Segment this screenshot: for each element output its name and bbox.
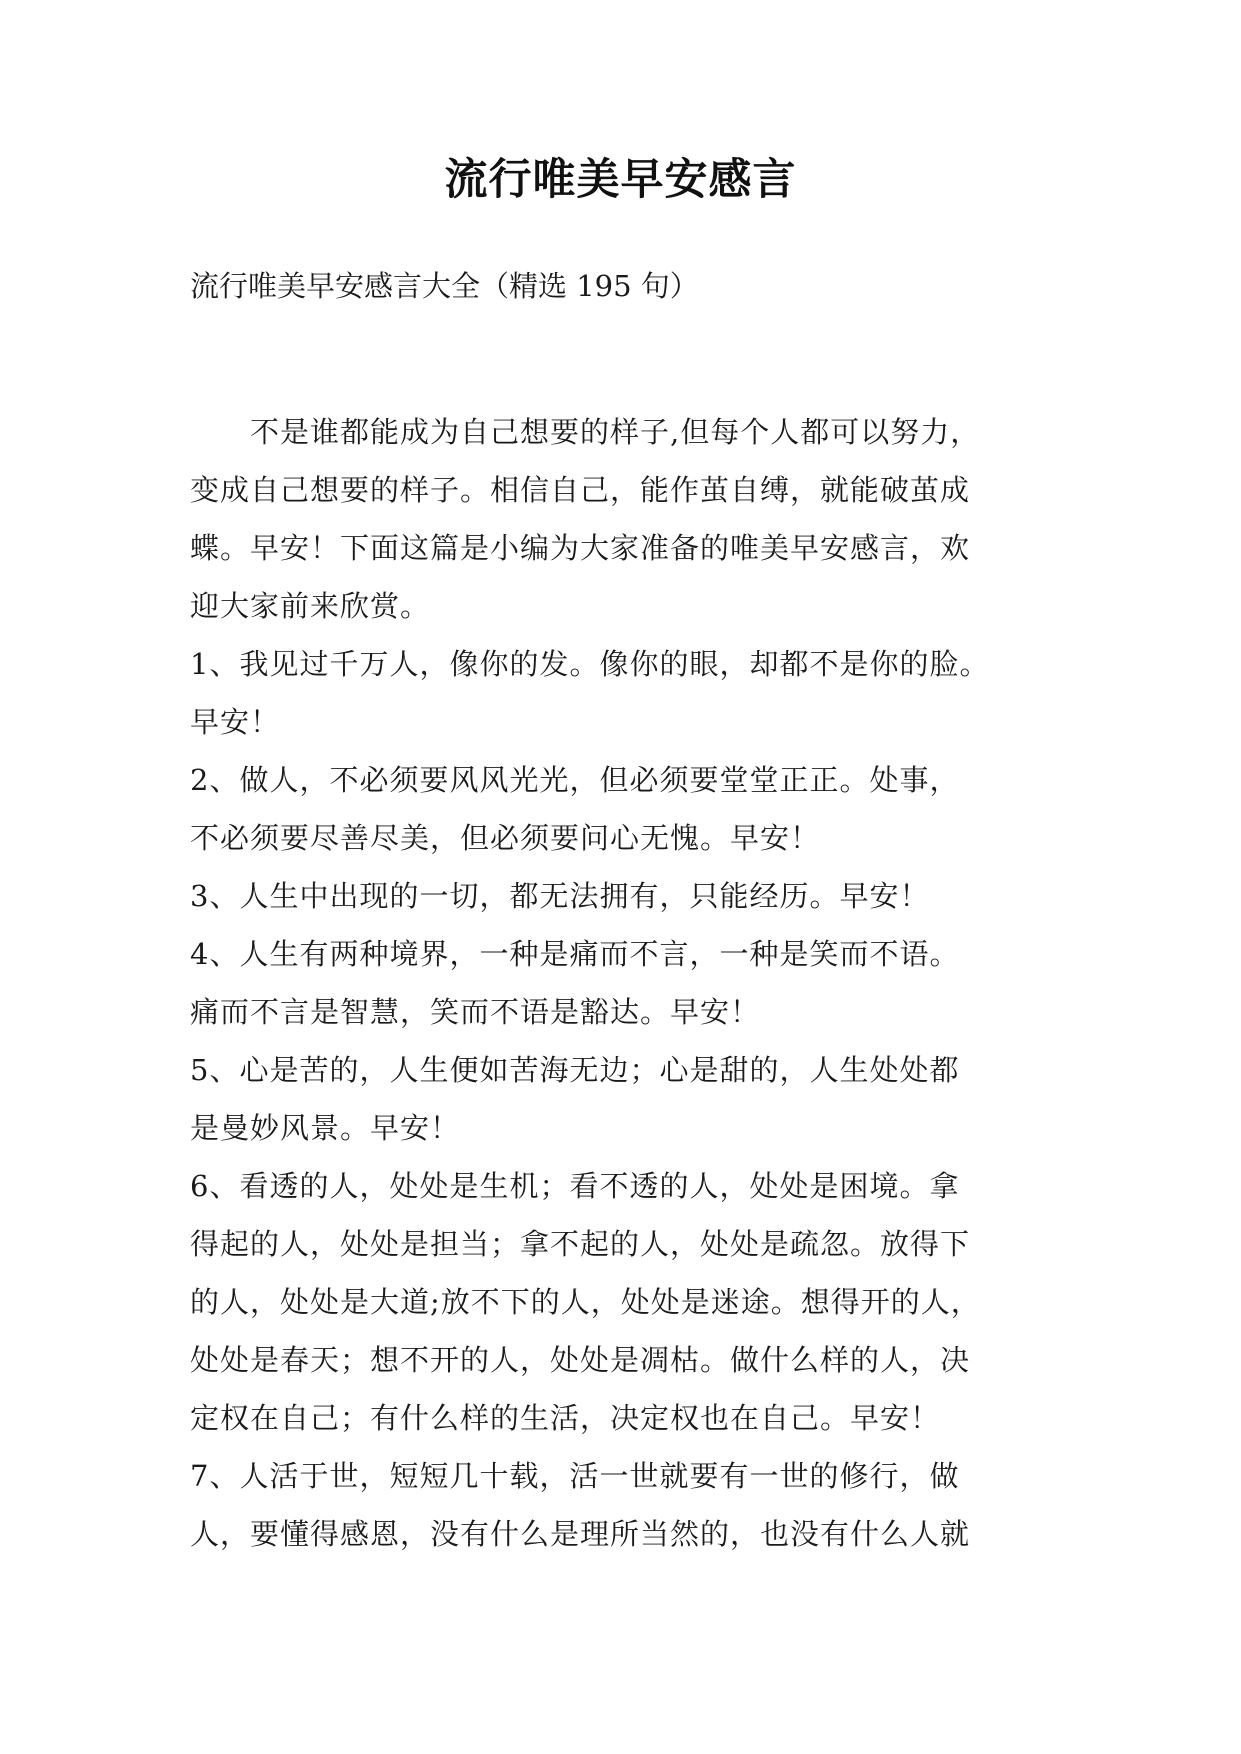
body-line: 不必须要尽善尽美，但必须要问心无愧。早安！	[190, 821, 821, 855]
body-line: 定权在自己；有什么样的生活，决定权也在自己。早安！	[190, 1401, 941, 1435]
body-line: 早安！	[190, 705, 281, 739]
body-line: 人，要懂得感恩，没有什么是理所当然的，也没有什么人就	[190, 1517, 971, 1551]
document-title: 流行唯美早安感言	[444, 155, 797, 205]
body-line: 4、人生有两种境界，一种是痛而不言，一种是笑而不语。	[190, 937, 960, 971]
body-line: 不是谁都能成为自己想要的样子,但每个人都可以努力，	[190, 415, 981, 449]
body-line: 1、我见过千万人，像你的发。像你的眼，却都不是你的脸。	[190, 647, 990, 681]
body-line: 2、做人，不必须要风风光光，但必须要堂堂正正。处事，	[190, 763, 960, 797]
body-line: 的人，处处是大道;放不下的人，处处是迷途。想得开的人，	[190, 1285, 981, 1319]
body-line: 7、人活于世，短短几十载，活一世就要有一世的修行，做	[190, 1459, 960, 1493]
body-line: 变成自己想要的样子。相信自己，能作茧自缚，就能破茧成	[190, 473, 971, 507]
body-line: 处处是春天；想不开的人，处处是凋枯。做什么样的人，决	[190, 1343, 971, 1377]
document-subtitle: 流行唯美早安感言大全（精选 195 句）	[190, 269, 699, 303]
body-line: 是曼妙风景。早安！	[190, 1111, 461, 1145]
body-line: 得起的人，处处是担当；拿不起的人，处处是疏忽。放得下	[190, 1227, 971, 1261]
body-line: 3、人生中出现的一切，都无法拥有，只能经历。早安！	[190, 879, 930, 913]
body-line: 6、看透的人，处处是生机；看不透的人，处处是困境。拿	[190, 1169, 960, 1203]
body-line: 蝶。早安！下面这篇是小编为大家准备的唯美早安感言，欢	[190, 531, 971, 565]
body-line: 5、心是苦的，人生便如苦海无边；心是甜的，人生处处都	[190, 1053, 960, 1087]
body-line: 迎大家前来欣赏。	[190, 589, 431, 623]
body-line: 痛而不言是智慧，笑而不语是豁达。早安！	[190, 995, 761, 1029]
